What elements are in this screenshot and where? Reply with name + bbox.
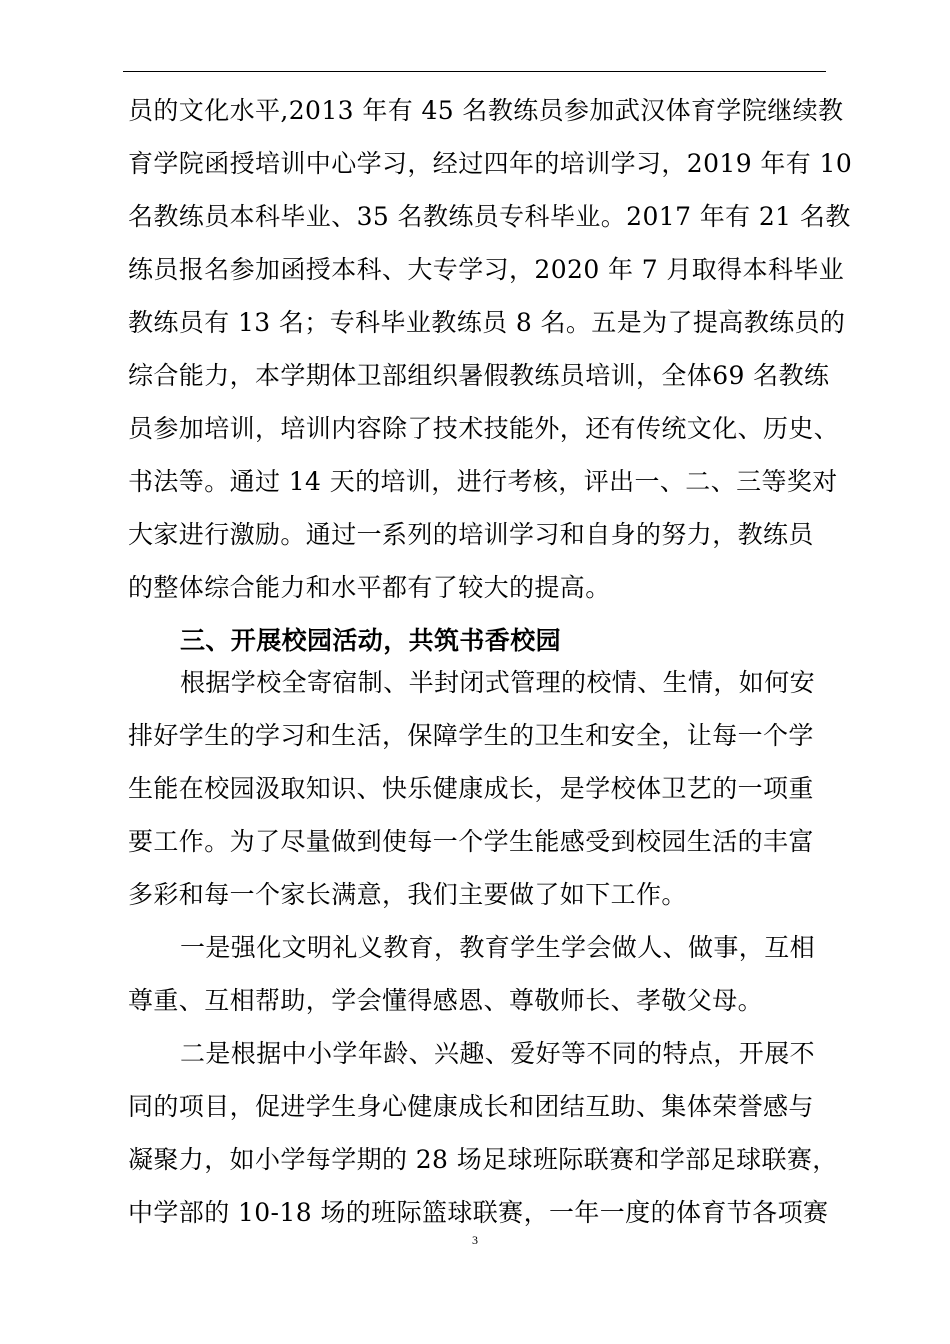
paragraph-line: 育学院函授培训中心学习，经过四年的培训学习，2019 年有 10 xyxy=(128,149,853,178)
paragraph-line: 大家进行激励。通过一系列的培训学习和自身的努力，教练员 xyxy=(128,520,814,549)
paragraph-line: 排好学生的学习和生活，保障学生的卫生和安全，让每一个学 xyxy=(128,721,814,750)
paragraph-line: 尊重、互相帮助，学会懂得感恩、尊敬师长、孝敬父母。 xyxy=(128,986,764,1015)
paragraph-line: 教练员有 13 名；专科毕业教练员 8 名。五是为了提高教练员的 xyxy=(128,308,846,337)
paragraph-line: 练员报名参加函授本科、大专学习，2020 年 7 月取得本科毕业 xyxy=(128,255,845,284)
paragraph-line: 中学部的 10-18 场的班际篮球联赛，一年一度的体育节各项赛 xyxy=(128,1198,829,1227)
paragraph-line: 书法等。通过 14 天的培训，进行考核，评出一、二、三等奖对 xyxy=(128,467,838,496)
paragraph-line: 生能在校园汲取知识、快乐健康成长，是学校体卫艺的一项重 xyxy=(128,774,814,803)
paragraph-line: 员的文化水平,2013 年有 45 名教练员参加武汉体育学院继续教 xyxy=(128,96,844,125)
paragraph-line: 二是根据中小学年龄、兴趣、爱好等不同的特点，开展不 xyxy=(180,1039,816,1068)
section-heading: 三、开展校园活动，共筑书香校园 xyxy=(180,626,562,655)
paragraph-line: 综合能力，本学期体卫部组织暑假教练员培训，全体69 名教练 xyxy=(128,361,830,390)
paragraph-line: 的整体综合能力和水平都有了较大的提高。 xyxy=(128,573,611,602)
paragraph-line: 要工作。为了尽量做到使每一个学生能感受到校园生活的丰富 xyxy=(128,827,814,856)
paragraph-line: 一是强化文明礼义教育，教育学生学会做人、做事，互相 xyxy=(180,933,816,962)
paragraph-line: 根据学校全寄宿制、半封闭式管理的校情、生情，如何安 xyxy=(180,668,816,697)
header-rule xyxy=(123,71,826,72)
page-number: 3 xyxy=(472,1233,478,1247)
paragraph-line: 多彩和每一个家长满意，我们主要做了如下工作。 xyxy=(128,880,687,909)
paragraph-line: 员参加培训，培训内容除了技术技能外，还有传统文化、历史、 xyxy=(128,414,840,443)
paragraph-line: 同的项目，促进学生身心健康成长和团结互助、集体荣誉感与 xyxy=(128,1092,814,1121)
paragraph-line: 凝聚力，如小学每学期的 28 场足球班际联赛和学部足球联赛， xyxy=(128,1145,838,1174)
paragraph-line: 名教练员本科毕业、35 名教练员专科毕业。2017 年有 21 名教 xyxy=(128,202,851,231)
